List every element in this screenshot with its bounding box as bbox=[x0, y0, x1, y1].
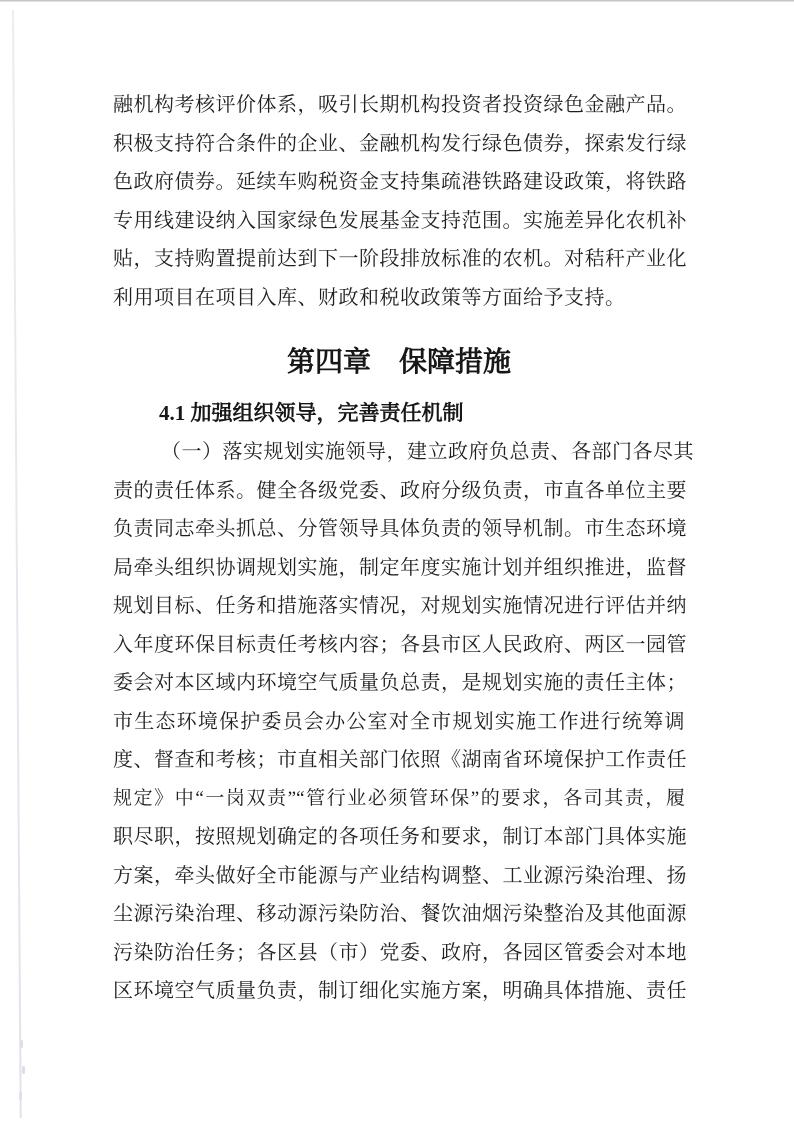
text-line: （一）落实规划实施领导，建立政府负总责、各部门各尽其 bbox=[161, 441, 694, 463]
text-line: 职尽职，按照规划确定的各项任务和要求，制订本部门具体实施 bbox=[113, 826, 687, 848]
text-line: 贴，支持购置提前达到下一阶段排放标准的农机。对秸秆产业化 bbox=[113, 248, 687, 270]
text-line: 度、督查和考核；市直相关部门依照《湖南省环境保护工作责任 bbox=[113, 749, 687, 771]
text-line: 委会对本区域内环境空气质量负总责，是规划实施的责任主体； bbox=[113, 672, 687, 694]
page-content bbox=[113, 86, 694, 1011]
text-line: 融机构考核评价体系，吸引长期机构投资者投资绿色金融产品。 bbox=[113, 94, 687, 116]
body-paragraph bbox=[113, 433, 694, 1011]
scan-speck bbox=[20, 1040, 23, 1048]
text-line: 责的责任体系。健全各级党委、政府分级负责，市直各单位主要 bbox=[113, 479, 687, 502]
text-line: 规定》中“一岗双责”“管行业必须管环保”的要求，各司其责，履 bbox=[113, 787, 685, 809]
text-line: 区环境空气质量负责，制订细化实施方案，明确具体措施、责任 bbox=[113, 980, 687, 1002]
text-line: 局牵头组织协调规划实施，制定年度实施计划并组织推进，监督 bbox=[113, 556, 687, 579]
section-heading: 4.1 加强组织领导，完善责任机制 bbox=[159, 401, 464, 425]
text-line: 入年度环保目标责任考核内容；各县市区人民政府、两区一园管 bbox=[113, 633, 687, 656]
text-line: 规划目标、任务和措施落实情况，对规划实施情况进行评估并纳 bbox=[113, 595, 687, 617]
text-line: 利用项目在项目入库、财政和税收政策等方面给予支持。 bbox=[113, 286, 626, 309]
text-line: 市生态环境保护委员会办公室对全市规划实施工作进行统筹调 bbox=[113, 710, 685, 733]
text-line: 专用线建设纳入国家绿色发展基金支持范围。实施差异化农机补 bbox=[113, 209, 687, 232]
text-line: 色政府债券。延续车购税资金支持集疏港铁路建设政策，将铁路 bbox=[113, 171, 687, 193]
scan-edge-left bbox=[12, 10, 22, 1118]
text-line: 方案，牵头做好全市能源与产业结构调整、工业源污染治理、扬 bbox=[113, 864, 687, 887]
scan-edge-top bbox=[0, 0, 794, 2]
text-line: 负责同志牵头抓总、分管领导具体负责的领导机制。市生态环境 bbox=[113, 518, 687, 540]
text-line: 尘源污染治理、移动源污染防治、餐饮油烟污染整治及其他面源 bbox=[113, 903, 687, 925]
intro-paragraph bbox=[113, 86, 685, 317]
text-line: 污染防治任务；各区县（市）党委、政府，各园区管委会对本地 bbox=[113, 941, 687, 964]
scan-speck bbox=[19, 1092, 22, 1100]
chapter-heading: 第四章 保障措施 bbox=[286, 346, 511, 377]
scan-speck bbox=[22, 1066, 25, 1074]
text-line: 积极支持符合条件的企业、金融机构发行绿色债券，探索发行绿 bbox=[113, 132, 687, 155]
